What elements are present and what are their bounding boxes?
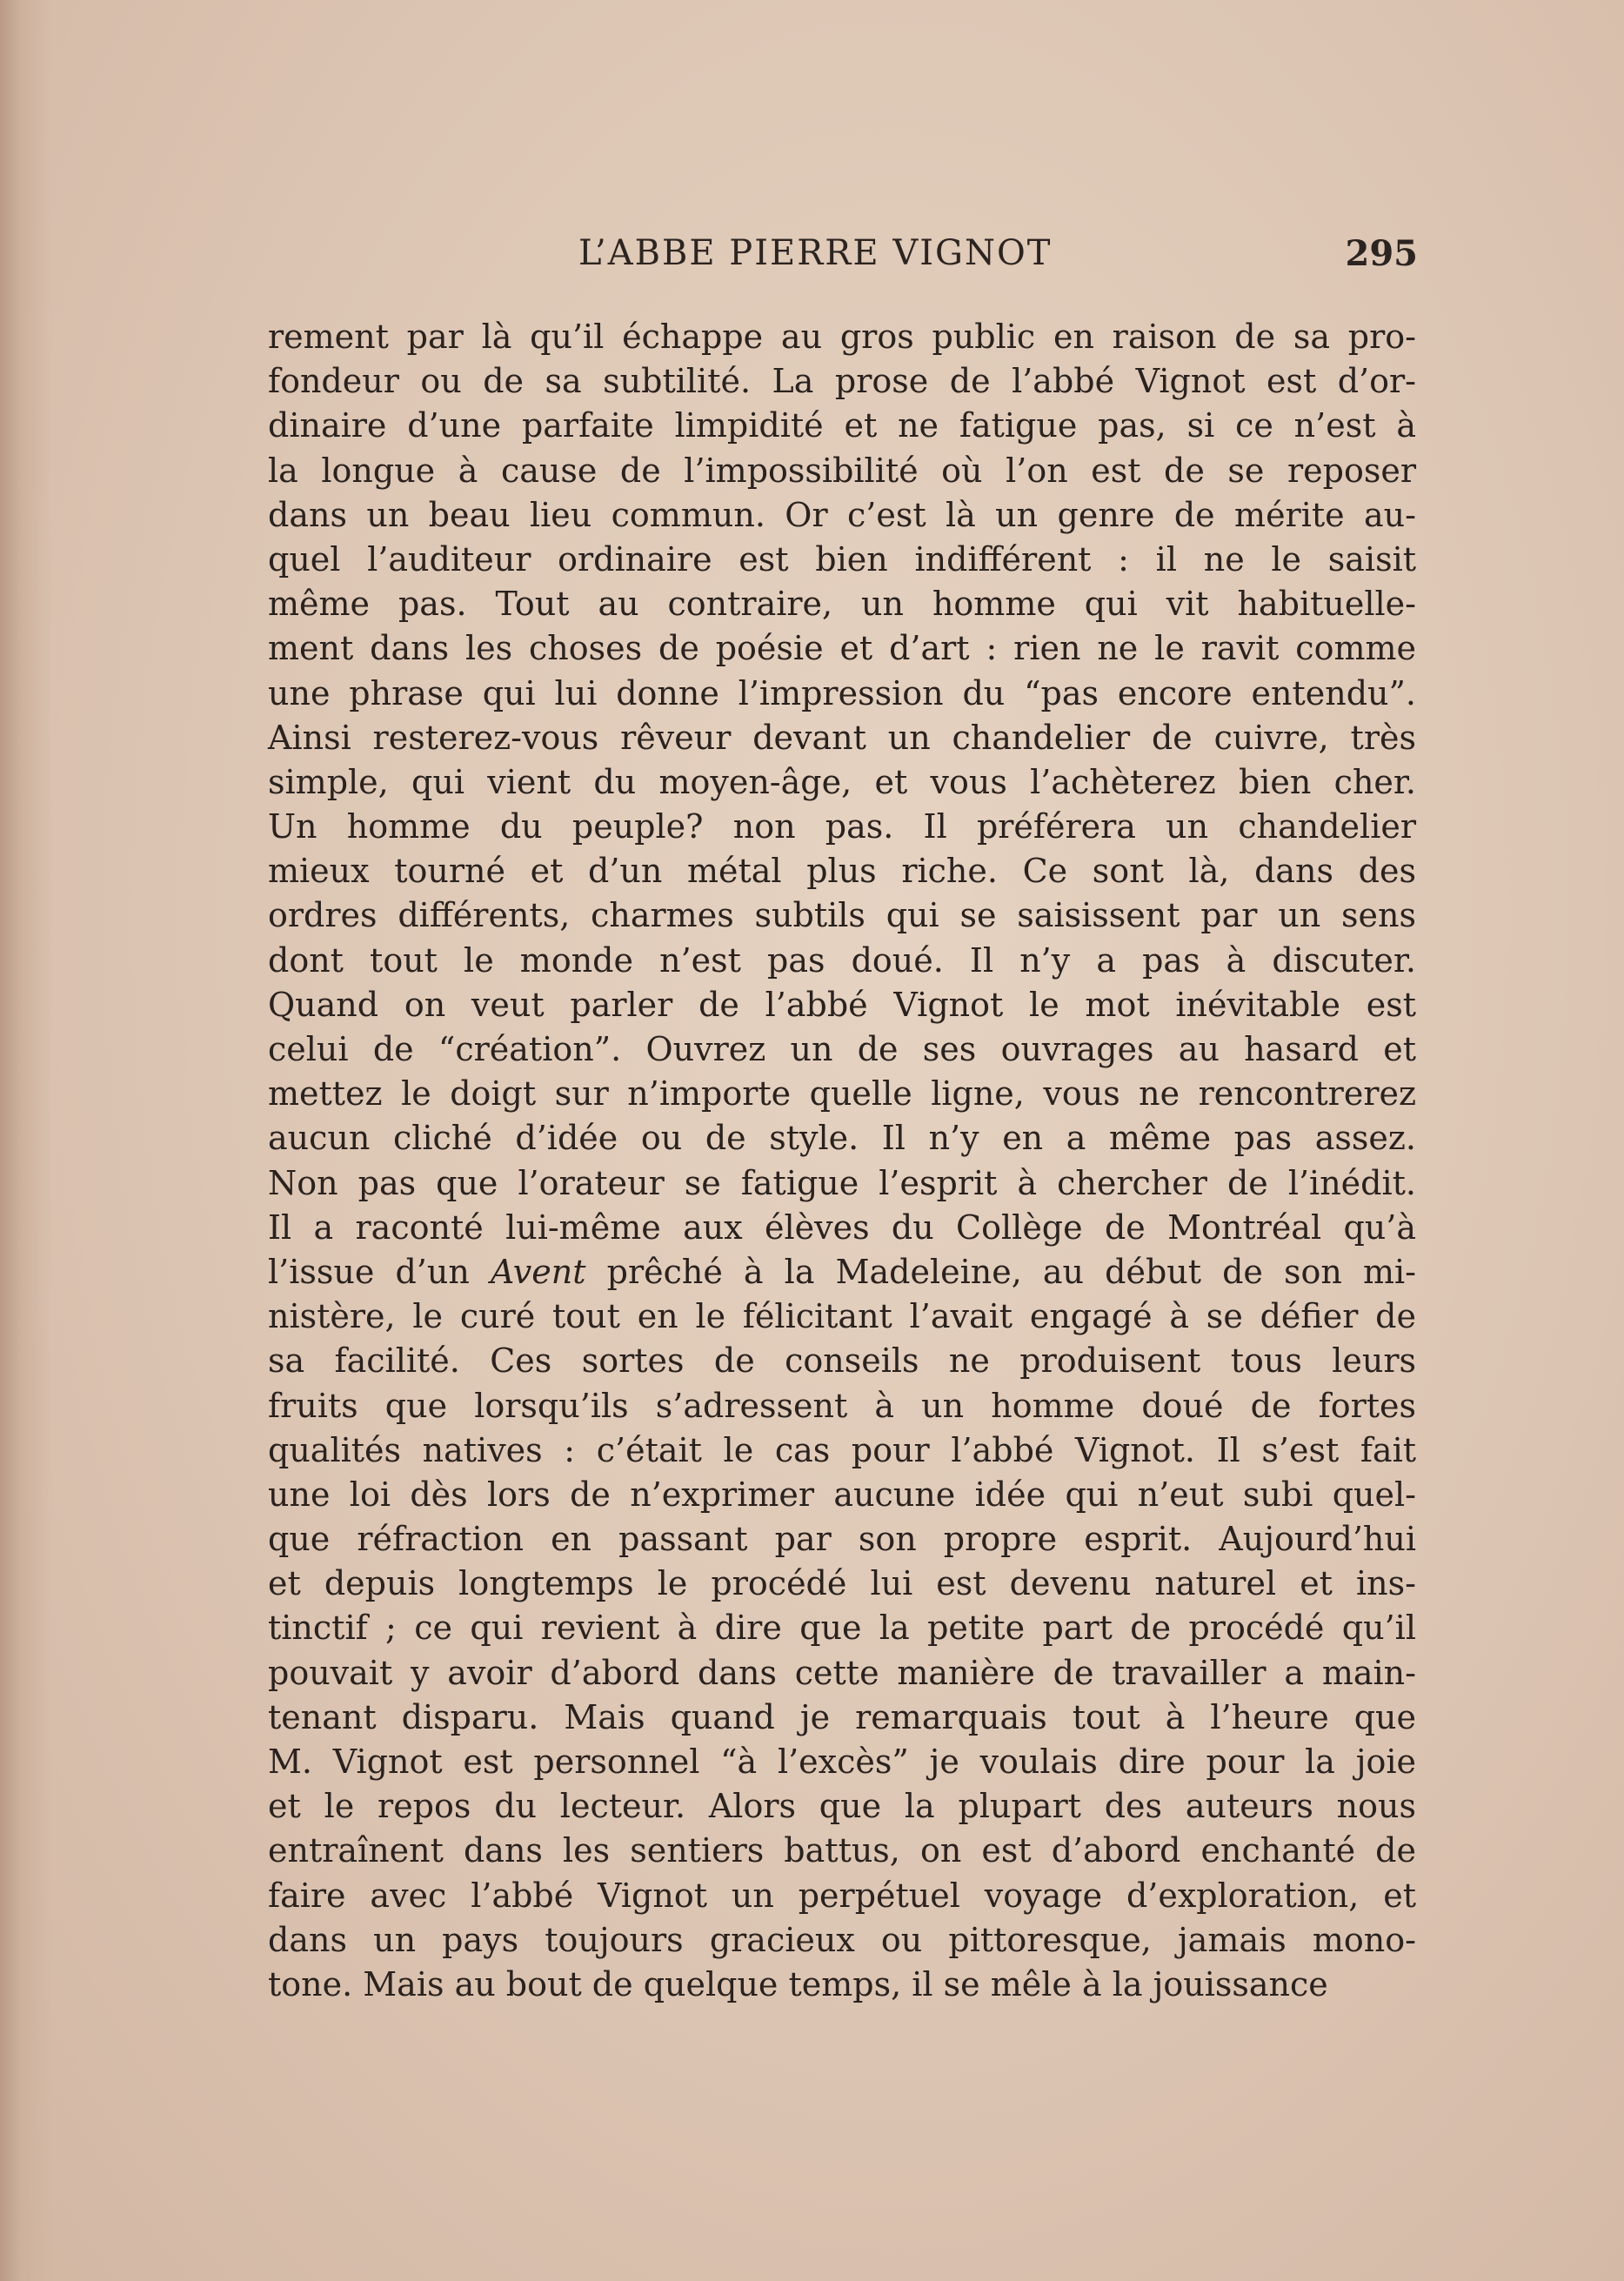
text-line: quel l’auditeur ordinaire est bien indifférent : il ne le saisit bbox=[268, 539, 1416, 579]
text-line: dans un beau lieu commun. Or c’est là un genre de mérite au- bbox=[268, 495, 1416, 534]
text-line: que réfraction en passant par son propre esprit. Aujourd’hui bbox=[268, 1520, 1416, 1559]
text-line: sa facilité. Ces sortes de conseils ne produisent tous leurs bbox=[268, 1341, 1416, 1381]
text-line: Non pas que l’orateur se fatigue l’esprit à chercher de l’inédit. bbox=[268, 1163, 1416, 1202]
text-line: qualités natives : c’était le cas pour l’abbé Vignot. Il s’est fait bbox=[268, 1430, 1416, 1469]
text-line: tone. Mais au bout de quelque temps, il se mêle à la jouissance bbox=[268, 1964, 1328, 2003]
text-line: rement par là qu’il échappe au gros public en raison de sa pro- bbox=[268, 318, 1416, 356]
text-line: pouvait y avoir d’abord dans cette manière de travailler a main- bbox=[268, 1653, 1416, 1692]
page-number: 295 bbox=[1345, 233, 1418, 274]
text-line: dans un pays toujours gracieux ou pittoresque, jamais mono- bbox=[268, 1920, 1416, 1959]
binding-shadow bbox=[0, 0, 52, 2281]
text-line: Un homme du peuple? non pas. Il préférera un chandelier bbox=[268, 807, 1416, 846]
text-line: Quand on veut parler de l’abbé Vignot le mot inévitable est bbox=[268, 985, 1416, 1024]
text-line: fondeur ou de sa subtilité. La prose de l’abbé Vignot est d’or- bbox=[268, 362, 1416, 401]
text-line: même pas. Tout au contraire, un homme qui vit habituelle- bbox=[268, 585, 1416, 624]
running-title: L’ABBE PIERRE VIGNOT bbox=[578, 233, 1053, 273]
text-line: Ainsi resterez-vous rêveur devant un chandelier de cuivre, très bbox=[268, 718, 1416, 757]
text-line: faire avec l’abbé Vignot un perpétuel voyage d’exploration, et bbox=[268, 1876, 1416, 1915]
running-head bbox=[261, 233, 1418, 285]
text-line: une loi dès lors de n’exprimer aucune idée qui n’eut subi quel- bbox=[268, 1475, 1416, 1514]
text-line: Il a raconté lui-même aux élèves du Collège de Montréal qu’à bbox=[268, 1207, 1416, 1247]
text-line: mieux tourné et d’un métal plus riche. Ce sont là, dans des bbox=[268, 852, 1416, 891]
text-line: tenant disparu. Mais quand je remarquais tout à l’heure que bbox=[268, 1697, 1416, 1736]
text-line: M. Vignot est personnel “à l’excès” je voulais dire pour la joie bbox=[268, 1743, 1416, 1781]
text-line: fruits que lorsqu’ils s’adressent à un homme doué de fortes bbox=[268, 1386, 1416, 1425]
text-line: ordres différents, charmes subtils qui se saisissent par un sens bbox=[268, 896, 1416, 935]
text-line: une phrase qui lui donne l’impression du “pas encore entendu”. bbox=[268, 673, 1416, 712]
text-line: tinctif ; ce qui revient à dire que la petite part de procédé qu’il bbox=[268, 1609, 1416, 1648]
text-line: aucun cliché d’idée ou de style. Il n’y en a même pas assez. bbox=[268, 1119, 1416, 1158]
text-line: dinaire d’une parfaite limpidité et ne fatigue pas, si ce n’est à bbox=[268, 406, 1416, 445]
text-line: l’issue d’un Avent prêché à la Madeleine, au début de son mi- bbox=[268, 1252, 1416, 1291]
text-line: dont tout le monde n’est pas doué. Il n’y a pas à discuter. bbox=[268, 940, 1416, 980]
text-line: celui de “création”. Ouvrez un de ses ouvrages au hasard et bbox=[268, 1030, 1416, 1068]
text-line: la longue à cause de l’impossibilité où l’on est de se reposer bbox=[268, 451, 1416, 490]
text-line: et depuis longtemps le procédé lui est devenu naturel et ins- bbox=[268, 1564, 1416, 1603]
text-line: mettez le doigt sur n’importe quelle ligne, vous ne rencontrerez bbox=[268, 1074, 1416, 1114]
text-line: et le repos du lecteur. Alors que la plupart des auteurs nous bbox=[268, 1787, 1416, 1826]
text-line: simple, qui vient du moyen-âge, et vous l’achèterez bien cher. bbox=[268, 762, 1416, 801]
text-line: nistère, le curé tout en le félicitant l’avait engagé à se défier de bbox=[268, 1297, 1416, 1336]
text-line: ment dans les choses de poésie et d’art : rien ne le ravit comme bbox=[268, 629, 1416, 668]
body-text bbox=[268, 315, 1416, 2007]
text-line: entraînent dans les sentiers battus, on est d’abord enchanté de bbox=[268, 1831, 1416, 1870]
